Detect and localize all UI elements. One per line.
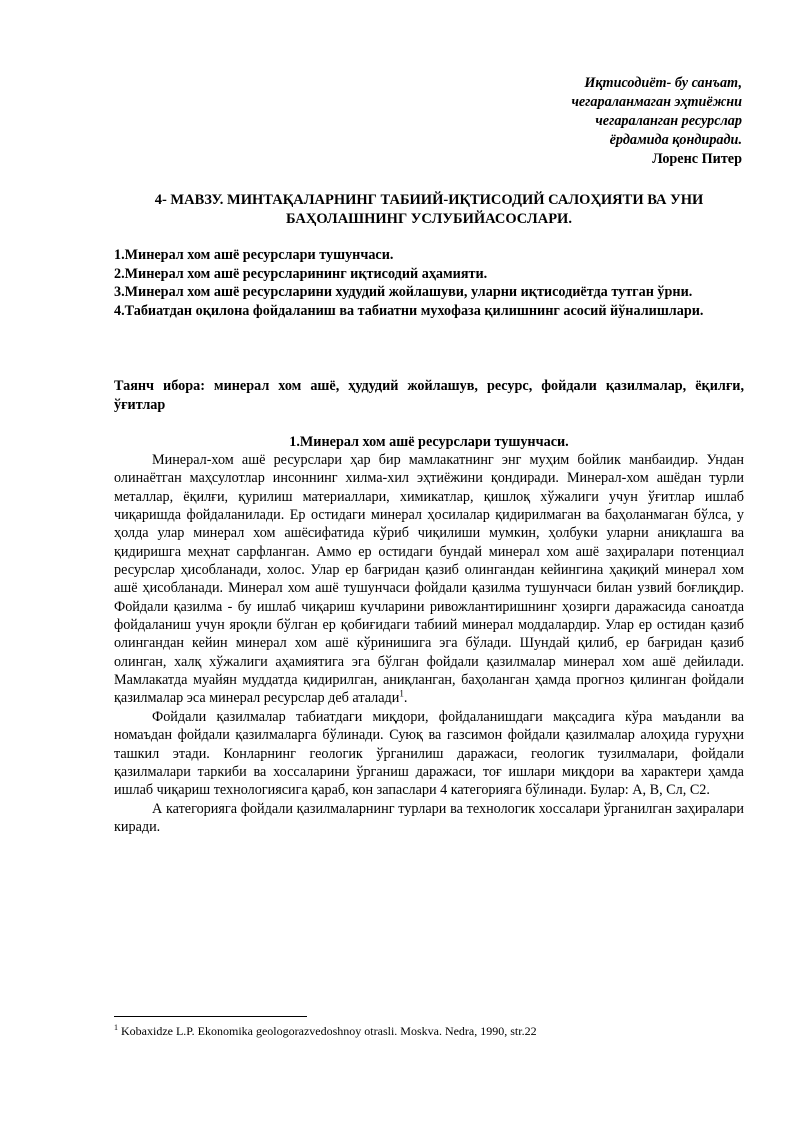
epigraph-line: чегараланмаган эҳтиёжни bbox=[571, 94, 742, 110]
footnote-number: 1 bbox=[114, 1023, 118, 1032]
topic-outline bbox=[114, 246, 744, 320]
outline-item: 3.Минерал хом ашё ресурсларини худудий жойлашуви, уларни иқтисодиётда тутган ўрни. bbox=[114, 284, 693, 301]
body-paragraph: Фойдали қазилмалар табиатдаги миқдори, фойдаланишдаги мақсадига кўра маъданли ва номаъдан фойдали қазилмаларга бўлинади. Суюқ ва газсимон фойдали қазилмалар алоҳида гуруҳни ташкил этади. Конларнинг геологик ўрганилиш даражаси, геологик тузилмалари, фойдали қазилмалари таркиби ва хоссаларини ўрганиш даражаси, тоғ ишлари миқдори ва характери ҳамда ишлаб чиқариш технологиясига қараб, кон запаслари 4 категорияга бўлинади. Булар: А, В, Сл, С2. bbox=[114, 708, 744, 799]
outline-item: 1.Минерал хом ашё ресурслари тушунчаси. bbox=[114, 247, 394, 263]
outline-item: 2.Минерал хом ашё ресурсларининг иқтисодий аҳамияти. bbox=[114, 265, 488, 282]
key-terms: Таянч ибора: минерал хом ашё, ҳудудий жойлашув, ресурс, фойдали қазилмалар, ёқилғи, ўғитлар bbox=[114, 378, 744, 413]
body-paragraph: А категорияга фойдали қазилмаларнинг турлари ва технологик хоссалари ўрганилган заҳиралари киради. bbox=[114, 800, 744, 835]
epigraph-author: Лоренс Питер bbox=[652, 151, 742, 167]
footnote-text: Kobaxidze L.P. Ekonomika geologorazvedoshnoy otrasli. Moskva. Nedra, 1990, str.22 bbox=[118, 1024, 537, 1038]
footnote bbox=[114, 1023, 744, 1039]
topic-title-line-1: 4- МАВЗУ. МИНТАҚАЛАРНИНГ ТАБИИЙ-ИҚТИСОДИЙ САЛОҲИЯТИ ВА УНИ bbox=[154, 192, 704, 208]
body-paragraph bbox=[114, 451, 744, 708]
epigraph-line: чегараланган ресурслар bbox=[595, 113, 742, 129]
footnote-reference[interactable]: 1 bbox=[399, 688, 404, 699]
paragraph-end: . bbox=[403, 690, 408, 707]
footnote-separator bbox=[114, 1016, 307, 1017]
paragraph-text: Минерал-хом ашё ресурслари ҳар бир мамлакатнинг энг муҳим бойлик манбаидир. Ундан олинаётган маҳсулотлар инсоннинг хилма-хил эҳтиёжини қондиради. Минерал-хом ашёдан турли металлар, ёқилғи, қурилиш материаллари, химикатлар, қишлоқ хўжалиги учун ўғитлар ишлаб чиқаришда фойдаланилади. Ер остидаги минерал ҳосилалар қидирилмаган ва баҳоланмаган бўлса, у ҳолда улар минерал хом ашёсифатида кўриб чиқилиши мумкин, ҳолбуки уларни аниқлашга ва қидиришга меҳнат сарфланган. Аммо ер остидаги бундай минерал хом ашё заҳиралари потенциал ресурслар ҳисобланади, холос. Улар ер бағридан қазиб олингандан кейингина ҳақиқий минерал хом ашё ҳисобланади. Минерал хом ашё тушунчаси фойдали қазилма тушунчаси билан узвий боғлиқдир. Фойдали қазилма - бу ишлаб чиқариш кучларини ривожлантиришнинг ҳозирги даражасида саноатда фойдаланиш учун яроқли бўлган ер қобиғидаги табиий минерал моддалардир. Улар ер остидан қазиб олингандан кейин минерал хом ашё кўринишига эга бўлади. Шундай қилиб, ер бағридан қазиб олинган, халқ хўжалиги аҳамиятига эга бўлган фойдали қазилмалар минерал хом ашё дейилади. Мамлакатда муайян муддатда қидирилган, аниқланган, баҳоланган ҳамда прогноз қилинган фойдали қазилмалар эса минерал ресурслар деб аталади bbox=[114, 452, 744, 707]
outline-item: 4.Табиатдан оқилона фойдаланиш ва табиатни мухофаза қилишнинг асосий йўналишлари. bbox=[114, 302, 704, 319]
section-body bbox=[114, 451, 744, 836]
epigraph bbox=[571, 74, 742, 169]
epigraph-line: Иқтисодиёт- бу санъат, bbox=[584, 75, 742, 91]
section-heading: 1.Минерал хом ашё ресурслари тушунчаси. bbox=[289, 434, 569, 450]
topic-title bbox=[114, 191, 744, 229]
epigraph-line: ёрдамида қондиради. bbox=[609, 132, 742, 148]
topic-title-line-2: БАҲОЛАШНИНГ УСЛУБИЙАСОСЛАРИ. bbox=[286, 211, 572, 227]
